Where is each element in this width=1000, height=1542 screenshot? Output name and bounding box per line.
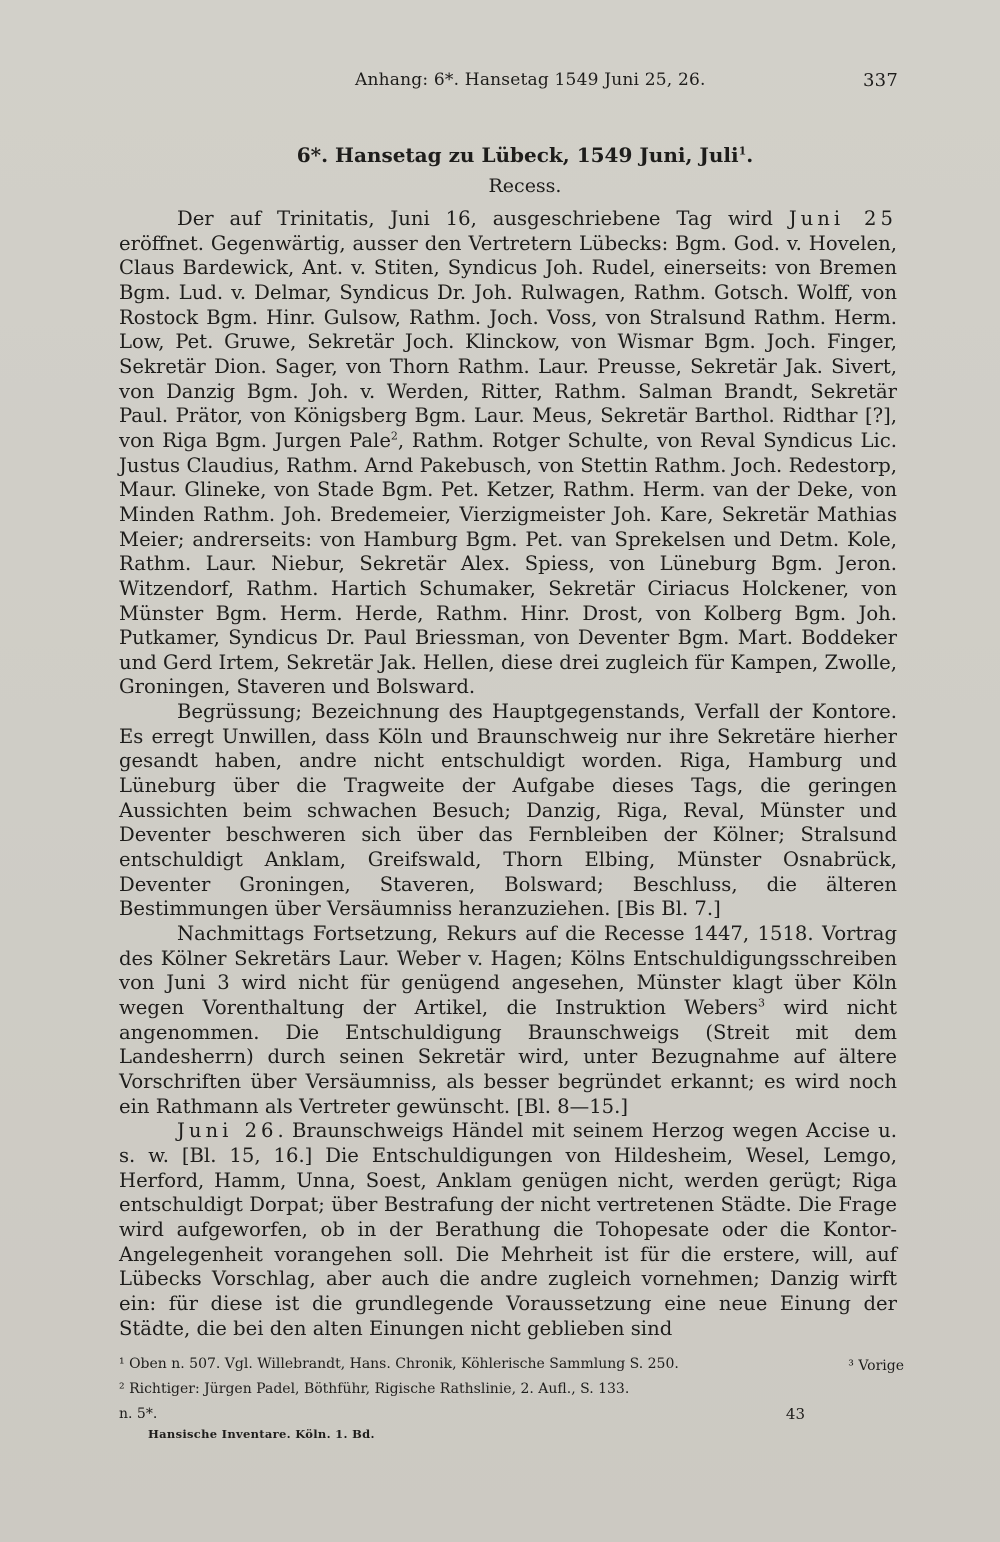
- paragraph-1-part-a: Der auf Trinitatis, Juni 16, ausgeschriebene Tag wird: [177, 207, 789, 230]
- paragraph-1-part-e: , Rathm. Rotger Schulte, von Reval Syndicus Lic. Justus Claudius, Rathm. Arnd Pakebusch, von Stettin Rathm. Joch. Redestorp, Maur. Glineke, von Stade Bgm. Pet. Ketzer, Rathm. Herm. van der Deke, von Minden Rathm. Joh. Bredemeier, Vierzigmeister Joh. Kare, Sekretär Mathias Meier; andrerseits: von Hamburg Bgm. Pet. van Sprekelsen und Detm. Kole, Rathm. Laur. Niebur, Sekretär Alex. Spiess, von Lüneburg Bgm. Jeron. Witzendorf, Rathm. Hartich Schumaker, Sekretär Ciriacus Holckener, von Münster Bgm. Herm. Herde, Rathm. Hinr. Drost, von Kolberg Bgm. Joh. Putkamer, Syndicus Dr. Paul Briessman, von Deventer Bgm. Mart. Boddeker und Gerd Irtem, Sekretär Jak. Hellen, diese drei zugleich für Kampen, Zwolle, Groningen, Staveren und Bolsward.: [119, 428, 897, 699]
- paragraph-4: [119, 1119, 897, 1341]
- page-number: 337: [863, 70, 898, 91]
- paragraph-3-part-c: wird nicht angenommen. Die Entschuldigung Braunschweigs (Streit mit dem Landesherrn) durch seinen Sekretär wird, unter Bezugnahme auf ältere Vorschriften über Versäumniss, als besser begründet erkannt; es wird noch ein Rathmann als Vertreter gewünscht. [Bl. 8—15.]: [119, 996, 898, 1118]
- section-title: 6*. Hansetag zu Lübeck, 1549 Juni, Juli$^1$.: [296, 143, 754, 167]
- footnote-2: ² Richtiger: Jürgen Padel, Böthführ, Rigische Rathslinie, 2. Aufl., S. 133.: [119, 1381, 630, 1397]
- footnote-marker-2: 2: [390, 429, 398, 443]
- footnote-3-start: ³ Vorige: [848, 1358, 904, 1374]
- imprint-line: Hansische Inventare. Köln. 1. Bd.: [148, 1427, 375, 1441]
- paragraph-3-part-a: Nachmittags Fortsetzung, Rekurs auf die Recesse 1447, 1518. Vortrag des Kölner Sekretärs Laur. Weber v. Hagen; Kölns Entschuldigungsschreiben von Juni 3 wird nicht für genügend angesehen, Münster klagt über Köln wegen Vorenthaltung der Artikel, die Instruktion Webers: [119, 922, 897, 1019]
- date-juni-26: Juni 26: [177, 1119, 278, 1143]
- paragraph-4-part-b: . Braunschweigs Händel mit seinem Herzog wegen Accise u. s. w. [Bl. 15, 16.] Die Entschuldigungen von Hildesheim, Wesel, Lemgo, Herford, Hamm, Unna, Soest, Anklam genügen nicht, werden gerügt; Riga entschuldigt Dorpat; über Bestrafung der nicht vertretenen Städte. Die Frage wird aufgeworfen, ob in der Berathung die Tohopesate oder die Kontor-Angelegenheit vorangehen soll. Die Mehrheit ist für die erstere, will, auf Lübecks Vorschlag, aber auch die andre zugleich vornehmen; Danzig wirft ein: für diese ist die grundlegende Voraussetzung eine neue Einung der Städte, die bei den alten Einungen nicht geblieben sind: [119, 1119, 897, 1340]
- title-footnote-marker: 1: [738, 144, 747, 158]
- paragraph-2: Begrüssung; Bezeichnung des Hauptgegenstands, Verfall der Kontore. Es erregt Unwillen, dass Köln und Braunschweig nur ihre Sekretäre hierher gesandt haben, andre nicht entschuldigt worden. Riga, Hamburg und Lüneburg über die Tragweite der Aufgabe dieses Tags, die geringen Aussichten beim schwachen Besuch; Danzig, Riga, Reval, Münster und Deventer beschweren sich über das Fernbleiben der Kölner; Stralsund entschuldigt Anklam, Greifswald, Thorn Elbing, Münster Osnabrück, Deventer Groningen, Staveren, Bolsward; Beschluss, die älteren Bestimmungen über Versäumniss heranzuziehen. [Bis Bl. 7.]: [119, 700, 897, 921]
- body-text: [119, 207, 897, 1341]
- running-head-text: Anhang: 6*. Hansetag 1549 Juni 25, 26.: [355, 70, 706, 90]
- paragraph-1: [119, 207, 897, 700]
- section-subtitle: Recess.: [488, 175, 562, 197]
- paragraph-1-part-c: eröffnet. Gegenwärtig, ausser den Vertretern Lübecks: Bgm. God. v. Hovelen, Claus Bardewick, Ant. v. Stiten, Syndicus Joh. Rudel, einerseits: von Bremen Bgm. Lud. v. Delmar, Syndicus Dr. Joh. Rulwagen, Rathm. Gotsch. Wolff, von Rostock Bgm. Hinr. Gulsow, Rathm. Joch. Voss, von Stralsund Rathm. Herm. Low, Pet. Gruwe, Sekretär Joch. Klinckow, von Wismar Bgm. Joch. Finger, Sekretär Dion. Sager, von Thorn Rathm. Laur. Preusse, Sekretär Jak. Sivert, von Danzig Bgm. Joh. v. Werden, Ritter, Rathm. Salman Brandt, Sekretär Paul. Prätor, von Königsberg Bgm. Laur. Meus, Sekretär Barthol. Ridthar [?], von Riga Bgm. Jurgen Pale: [119, 231, 897, 452]
- running-head: [355, 70, 898, 90]
- printer-signature: 43: [785, 1405, 805, 1423]
- footnote-3-continuation: n. 5*.: [119, 1406, 158, 1422]
- footnote-marker-3: 3: [758, 996, 765, 1010]
- section-title-text: 6*. Hansetag zu Lübeck, 1549 Juni, Juli: [296, 143, 739, 167]
- date-juni-25: Juni 25: [788, 207, 897, 230]
- footnote-1: ¹ Oben n. 507. Vgl. Willebrandt, Hans. Chronik, Köhlerische Sammlung S. 250.: [119, 1356, 679, 1372]
- paragraph-3: [119, 922, 897, 1119]
